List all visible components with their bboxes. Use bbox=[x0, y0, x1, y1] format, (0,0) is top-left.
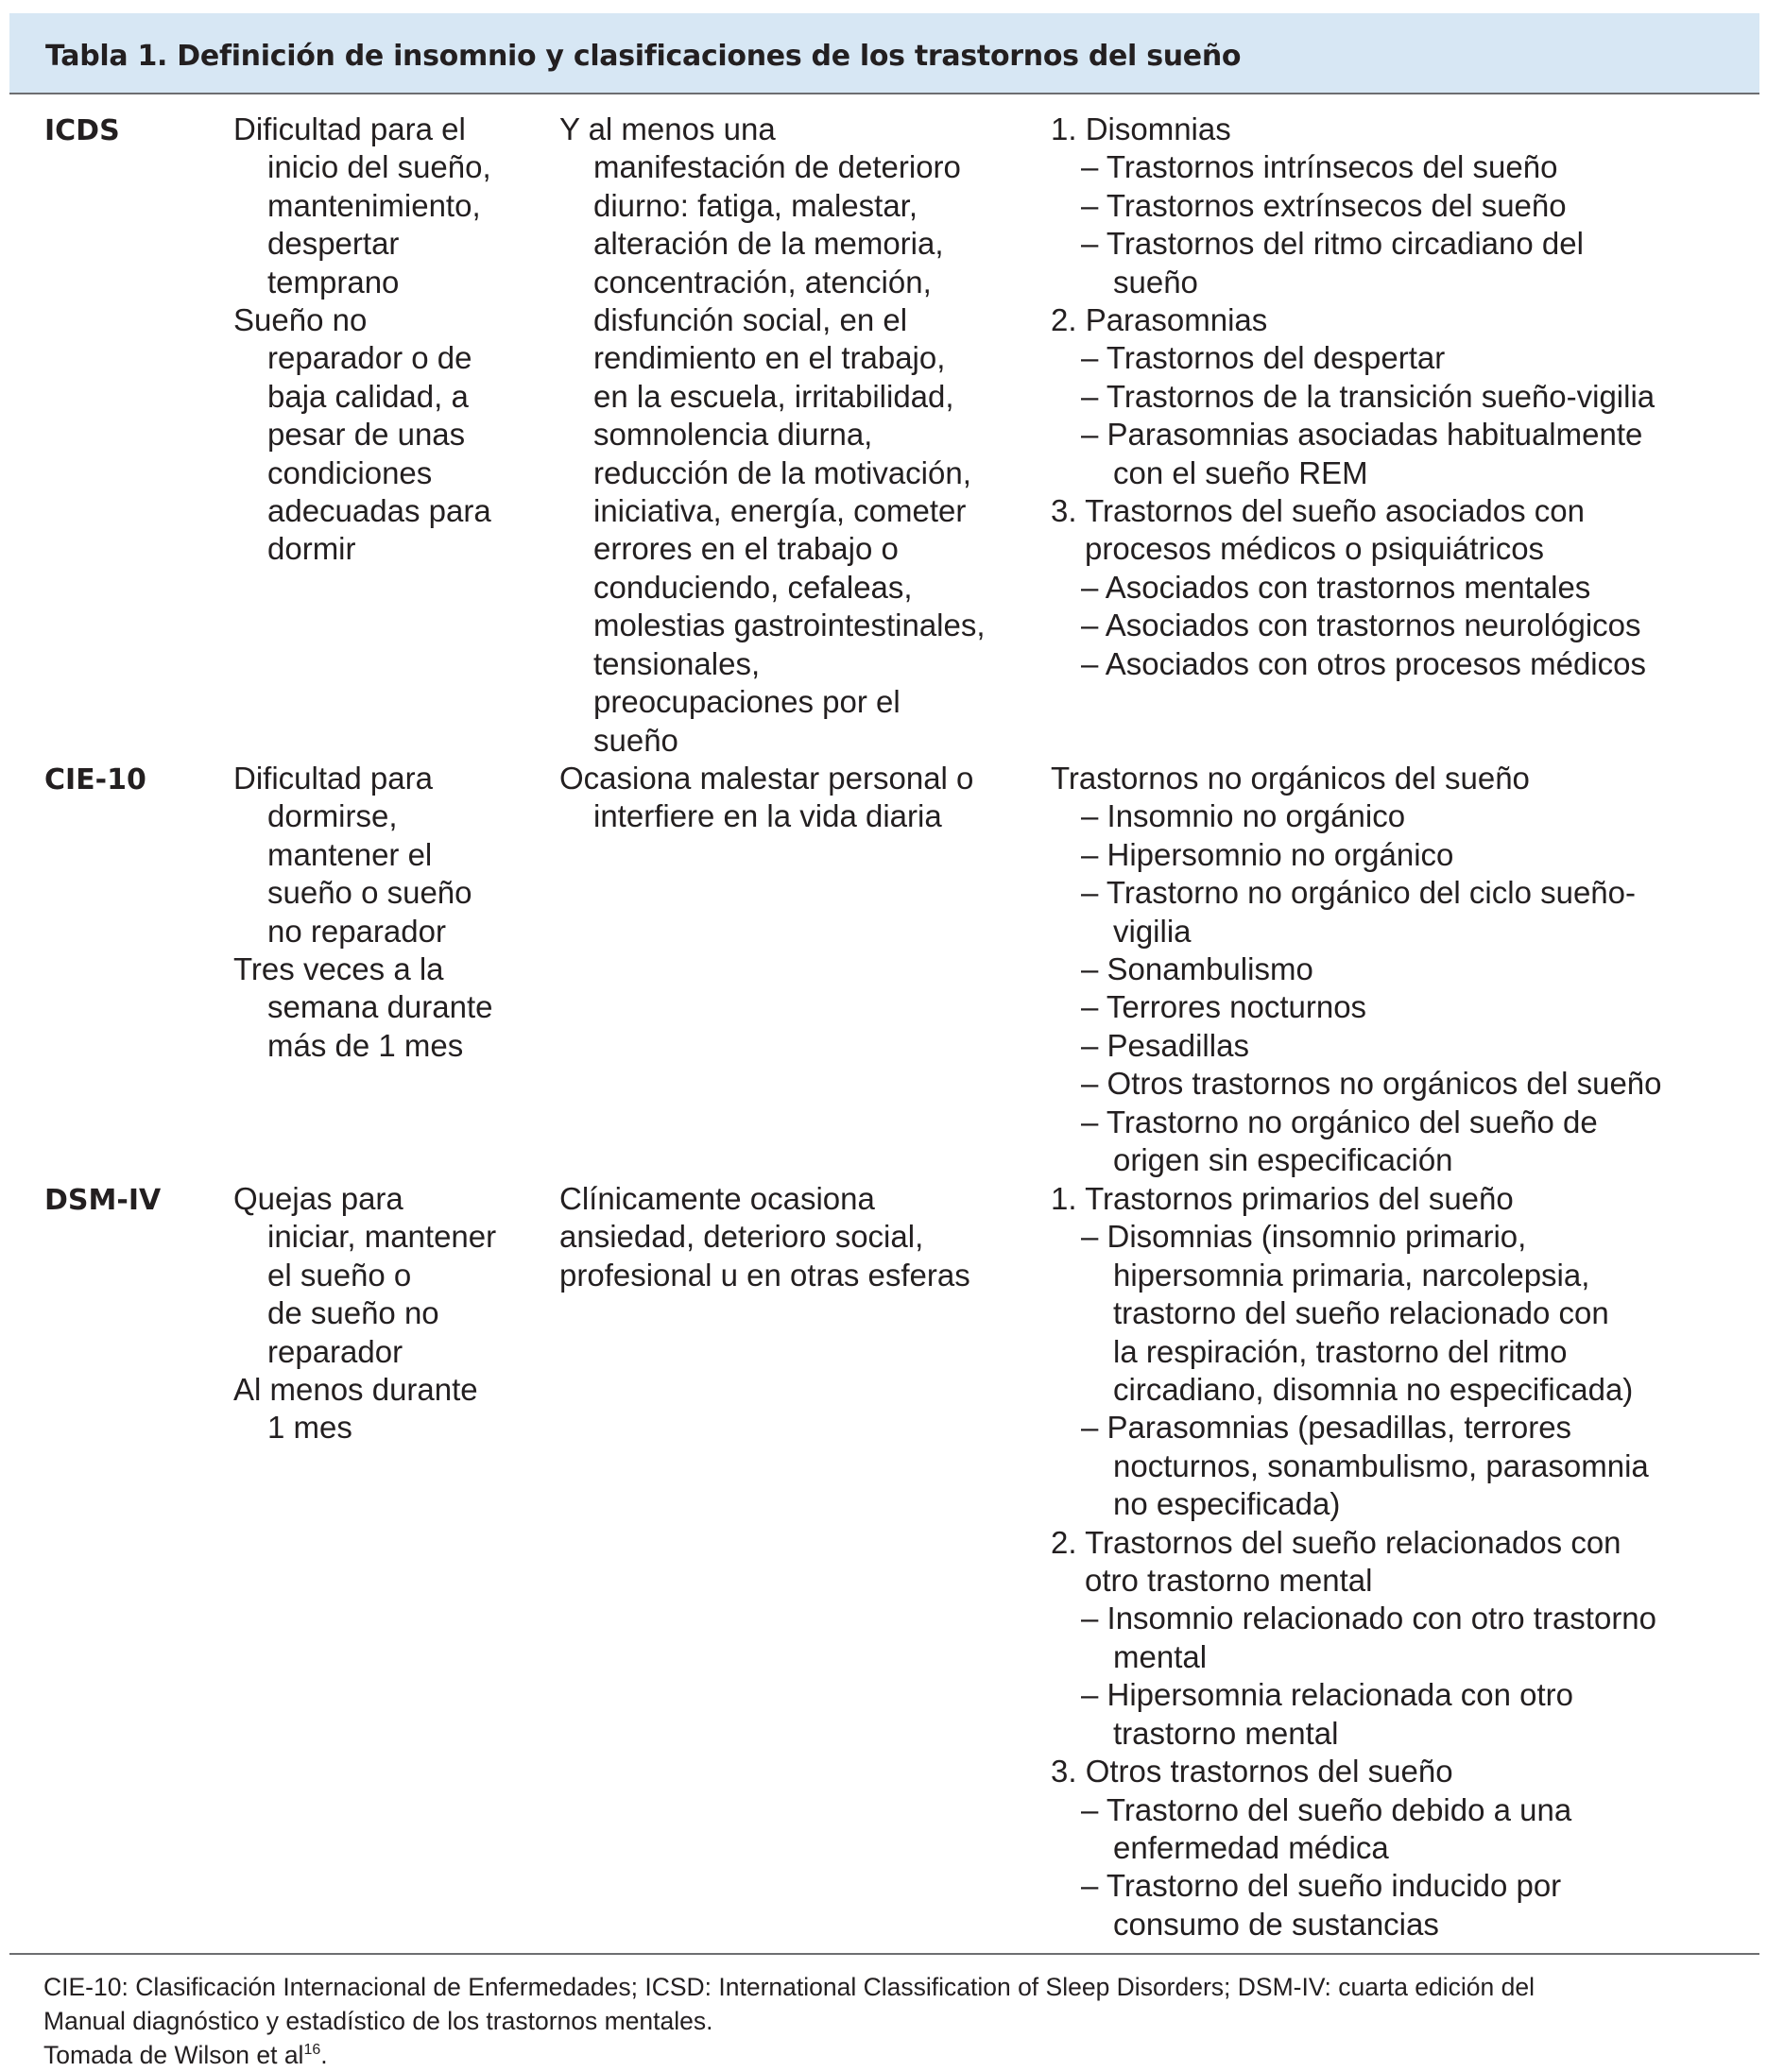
cell-line: – Hipersomnia relacionada con otro bbox=[1081, 1677, 1573, 1713]
cell-line: mantenimiento, bbox=[267, 187, 481, 223]
cell-line: mental bbox=[1113, 1638, 1208, 1674]
cell-line: adecuadas para bbox=[267, 493, 491, 529]
cell-line: temprano bbox=[267, 264, 400, 300]
cell-line: baja calidad, a bbox=[267, 378, 469, 414]
footnote-line: Manual diagnóstico y estadístico de los trastornos mentales. bbox=[43, 2007, 713, 2035]
cell-line: – Asociados con trastornos neurológicos bbox=[1081, 608, 1641, 643]
cell-line: – Trastornos del despertar bbox=[1081, 340, 1446, 376]
cell-line: Y al menos una bbox=[559, 111, 776, 146]
cell-line: otro trastorno mental bbox=[1085, 1563, 1373, 1599]
cell-line: – Trastornos intrínsecos del sueño bbox=[1081, 149, 1558, 185]
cell-line: inicio del sueño, bbox=[267, 149, 491, 185]
classification-cell bbox=[1051, 111, 1759, 760]
cell-line: – Trastorno del sueño inducido por bbox=[1081, 1868, 1562, 1904]
cell-line: nocturnos, sonambulismo, parasomnia bbox=[1113, 1447, 1649, 1483]
cell-line: concentración, atención, bbox=[593, 264, 932, 300]
row-label: ICDS bbox=[44, 114, 120, 147]
consequence-cell bbox=[559, 111, 1051, 760]
consequence-cell bbox=[559, 760, 1051, 1180]
cell-line: alteración de la memoria, bbox=[593, 226, 944, 262]
table-title: Tabla 1. Definición de insomnio y clasificaciones de los trastornos del sueño bbox=[45, 40, 1242, 73]
cell-line: – Asociados con trastornos mentales bbox=[1081, 569, 1591, 605]
cell-line: – Pesadillas bbox=[1081, 1027, 1249, 1063]
cell-line: 2. Parasomnias bbox=[1051, 302, 1268, 338]
cell-line: – Trastornos extrínsecos del sueño bbox=[1081, 187, 1567, 223]
cell-line: molestias gastrointestinales, bbox=[593, 608, 986, 643]
cell-line: – Sonambulismo bbox=[1081, 951, 1313, 987]
cell-line: – Insomnio no orgánico bbox=[1081, 798, 1406, 834]
cell-line: errores en el trabajo o bbox=[593, 531, 899, 567]
cell-line: diurno: fatiga, malestar, bbox=[593, 187, 918, 223]
row-label: CIE-10 bbox=[44, 763, 146, 796]
cell-line: somnolencia diurna, bbox=[593, 417, 873, 453]
definition-cell bbox=[233, 1180, 559, 1950]
classification-table bbox=[9, 94, 1759, 1950]
table-bottom-rule bbox=[9, 1953, 1759, 1955]
cell-line: Clínicamente ocasiona bbox=[559, 1181, 875, 1216]
cell-line: vigilia bbox=[1113, 913, 1192, 949]
cell-line: no especificada) bbox=[1113, 1486, 1341, 1522]
cell-line: ansiedad, deterioro social, bbox=[559, 1219, 924, 1255]
reference-number: 16 bbox=[303, 2042, 321, 2059]
cell-line: sueño o sueño bbox=[267, 875, 472, 911]
cell-line: 3. Trastornos del sueño asociados con bbox=[1051, 493, 1586, 529]
cell-line: iniciar, mantener bbox=[267, 1219, 497, 1255]
cell-line: Sueño no bbox=[233, 302, 368, 338]
cell-line: – Otros trastornos no orgánicos del sueño bbox=[1081, 1066, 1662, 1102]
cell-line: – Asociados con otros procesos médicos bbox=[1081, 645, 1646, 681]
cell-line: – Trastorno no orgánico del ciclo sueño- bbox=[1081, 875, 1637, 911]
cell-line: dormirse, bbox=[267, 798, 398, 834]
cell-line: Al menos durante bbox=[233, 1372, 478, 1408]
cell-line: profesional u en otras esferas bbox=[559, 1257, 970, 1293]
cell-line: – Trastorno no orgánico del sueño de bbox=[1081, 1104, 1598, 1139]
cell-line: trastorno mental bbox=[1113, 1715, 1339, 1751]
table-container bbox=[9, 13, 1759, 2069]
cell-line: disfunción social, en el bbox=[593, 302, 908, 338]
cell-line: conduciendo, cefaleas, bbox=[593, 569, 913, 605]
cell-line: la respiración, trastorno del ritmo bbox=[1113, 1333, 1568, 1369]
row-label: DSM-IV bbox=[44, 1184, 162, 1217]
cell-line: – Hipersomnio no orgánico bbox=[1081, 836, 1454, 872]
cell-line: el sueño o bbox=[267, 1257, 412, 1293]
cell-line: iniciativa, energía, cometer bbox=[593, 493, 967, 529]
definition-cell bbox=[233, 111, 559, 760]
cell-line: procesos médicos o psiquiátricos bbox=[1085, 531, 1545, 567]
footnote-line: CIE-10: Clasificación Internacional de Enfermedades; ICSD: International Classification of Sleep Disorders; DSM-IV: cuarta edición del bbox=[43, 1973, 1535, 2001]
cell-line: – Trastornos de la transición sueño-vigilia bbox=[1081, 378, 1655, 414]
footnote-source-text: Tomada de Wilson et al bbox=[43, 2041, 304, 2069]
cell-line: Ocasiona malestar personal o bbox=[559, 761, 974, 796]
cell-line: mantener el bbox=[267, 836, 433, 872]
footnote-end: . bbox=[320, 2041, 328, 2069]
cell-line: 1 mes bbox=[267, 1410, 352, 1446]
cell-line: reducción de la motivación, bbox=[593, 454, 971, 490]
table-footnote bbox=[43, 1970, 1735, 2072]
cell-line: enfermedad médica bbox=[1113, 1829, 1389, 1865]
cell-line: más de 1 mes bbox=[267, 1027, 464, 1063]
cell-line: – Trastornos del ritmo circadiano del bbox=[1081, 226, 1584, 262]
cell-line: – Disomnias (insomnio primario, bbox=[1081, 1219, 1527, 1255]
cell-line: no reparador bbox=[267, 913, 446, 949]
cell-line: interfiere en la vida diaria bbox=[593, 798, 942, 834]
cell-line: preocupaciones por el bbox=[593, 684, 901, 720]
cell-line: Dificultad para el bbox=[233, 111, 466, 146]
cell-line: con el sueño REM bbox=[1113, 454, 1368, 490]
cell-line: – Insomnio relacionado con otro trastorno bbox=[1081, 1601, 1657, 1636]
table-row-cie10 bbox=[9, 760, 1759, 1180]
cell-line: Tres veces a la bbox=[233, 951, 444, 987]
cell-line: – Terrores nocturnos bbox=[1081, 989, 1367, 1025]
cell-line: en la escuela, irritabilidad, bbox=[593, 378, 954, 414]
cell-line: sueño bbox=[1113, 264, 1198, 300]
cell-line: pesar de unas bbox=[267, 417, 466, 453]
cell-line: consumo de sustancias bbox=[1113, 1906, 1439, 1942]
cell-line: trastorno del sueño relacionado con bbox=[1113, 1295, 1609, 1331]
cell-line: – Parasomnias (pesadillas, terrores bbox=[1081, 1410, 1572, 1446]
classification-cell bbox=[1051, 760, 1759, 1180]
cell-line: circadiano, disomnia no especificada) bbox=[1113, 1372, 1634, 1408]
cell-line: rendimiento en el trabajo, bbox=[593, 340, 946, 376]
cell-line: origen sin especificación bbox=[1113, 1142, 1453, 1178]
cell-line: dormir bbox=[267, 531, 356, 567]
classification-cell bbox=[1051, 1180, 1759, 1950]
cell-line: reparador o de bbox=[267, 340, 472, 376]
cell-line: Dificultad para bbox=[233, 761, 433, 796]
cell-line: manifestación de deterioro bbox=[593, 149, 961, 185]
cell-line: sueño bbox=[593, 722, 678, 758]
cell-line: Quejas para bbox=[233, 1181, 403, 1216]
cell-line: – Trastorno del sueño debido a una bbox=[1081, 1791, 1572, 1827]
table-row-icds bbox=[9, 111, 1759, 760]
cell-line: tensionales, bbox=[593, 645, 761, 681]
cell-line: reparador bbox=[267, 1333, 403, 1369]
footnote-source bbox=[43, 2038, 1735, 2072]
table-title-bar bbox=[9, 13, 1759, 94]
cell-line: 3. Otros trastornos del sueño bbox=[1051, 1754, 1453, 1789]
cell-line: hipersomnia primaria, narcolepsia, bbox=[1113, 1257, 1590, 1293]
definition-cell bbox=[233, 760, 559, 1180]
cell-line: – Parasomnias asociadas habitualmente bbox=[1081, 417, 1643, 453]
cell-line: de sueño no bbox=[267, 1295, 439, 1331]
cell-line: 2. Trastornos del sueño relacionados con bbox=[1051, 1524, 1621, 1560]
cell-line: condiciones bbox=[267, 454, 433, 490]
cell-line: 1. Disomnias bbox=[1051, 111, 1231, 146]
table-row-dsmiv bbox=[9, 1180, 1759, 1950]
cell-line: 1. Trastornos primarios del sueño bbox=[1051, 1181, 1514, 1216]
consequence-cell bbox=[559, 1180, 1051, 1950]
cell-line: semana durante bbox=[267, 989, 493, 1025]
cell-line: Trastornos no orgánicos del sueño bbox=[1051, 761, 1530, 796]
cell-line: despertar bbox=[267, 226, 400, 262]
